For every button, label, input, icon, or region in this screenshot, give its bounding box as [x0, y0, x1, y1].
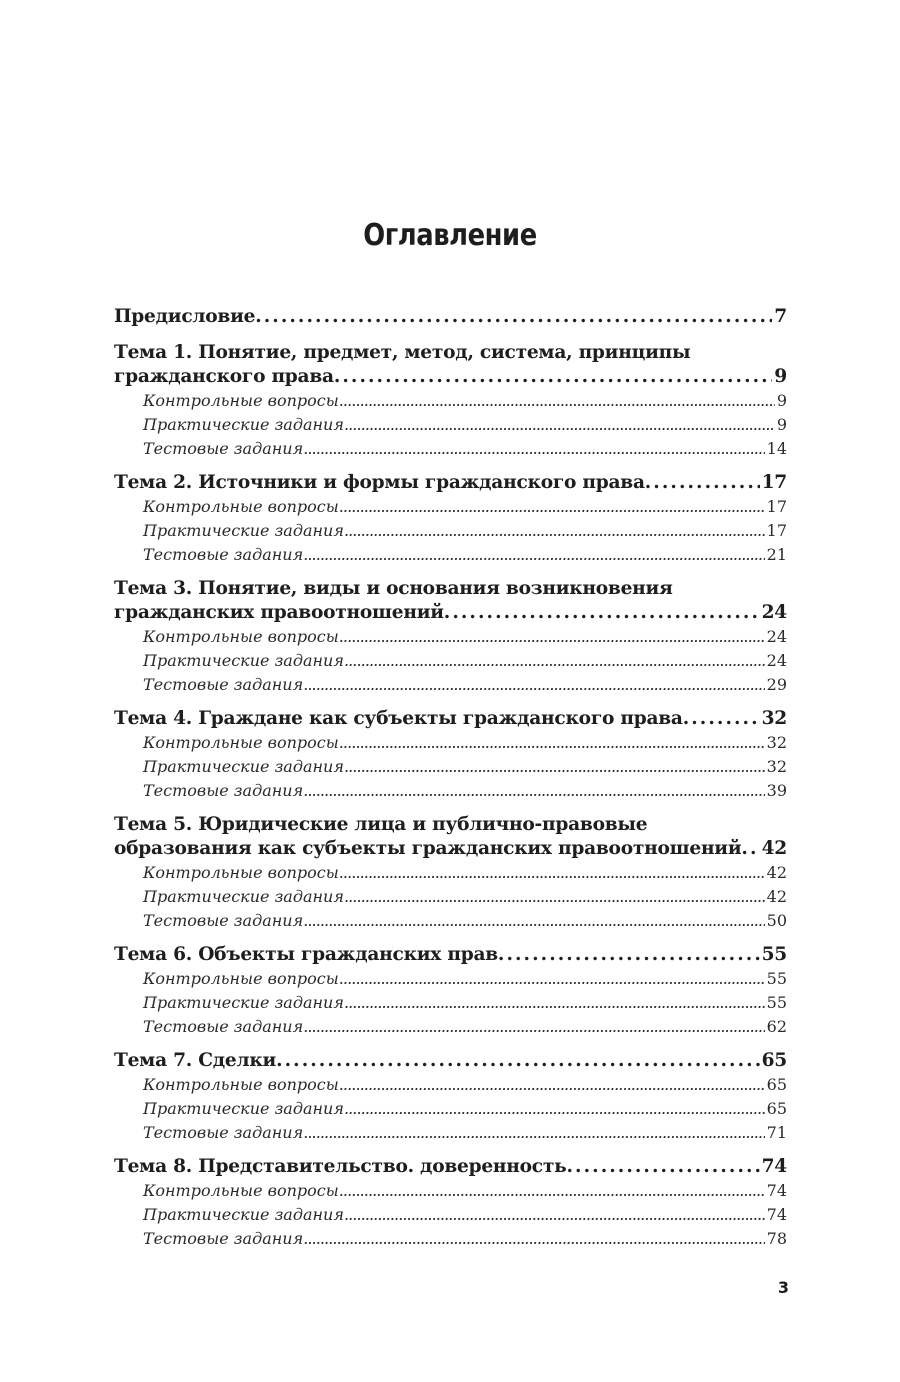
- toc-subentry-label: Контрольные вопросы: [143, 627, 339, 646]
- dot-leader: [344, 1097, 765, 1121]
- toc-topic-title: Тема 8. Представительство. доверенность: [114, 1156, 567, 1177]
- toc-subentry-label: Тестовые задания: [143, 911, 304, 930]
- toc-subentry-label: Практические задания: [143, 521, 344, 540]
- dot-leader: [303, 437, 764, 461]
- toc-subentry-label: Тестовые задания: [143, 781, 304, 800]
- toc-topic-page: 42: [761, 838, 787, 859]
- toc-topic-2: [114, 471, 787, 567]
- dot-leader: [344, 991, 765, 1015]
- dot-leader: [303, 1227, 764, 1251]
- toc-topic-entry[interactable]: [114, 601, 787, 625]
- toc-subentry-label: Практические задания: [143, 651, 344, 670]
- dot-leader: [645, 471, 760, 495]
- toc-subentry-label: Контрольные вопросы: [143, 969, 339, 988]
- dot-leader: [498, 943, 760, 967]
- toc-subentry-label: Контрольные вопросы: [143, 391, 339, 410]
- toc-entry-preface[interactable]: [114, 305, 787, 329]
- toc-subentry-label: Практические задания: [143, 993, 344, 1012]
- toc-subentry-page: 32: [766, 757, 787, 776]
- dot-leader: [303, 909, 764, 933]
- toc-subentry-page: 32: [766, 733, 787, 752]
- toc-subentry-page: 17: [766, 497, 787, 516]
- dot-leader: [303, 673, 764, 697]
- toc-subentry[interactable]: [114, 1179, 787, 1203]
- toc-topic-4: [114, 707, 787, 803]
- toc-topic-6: [114, 943, 787, 1039]
- toc-subentry[interactable]: [114, 1015, 787, 1039]
- dot-leader: [683, 707, 760, 731]
- toc-subentry-page: 42: [766, 863, 787, 882]
- toc-subentry-page: 39: [766, 781, 787, 800]
- toc-subentry[interactable]: [114, 543, 787, 567]
- dot-leader: [344, 1203, 765, 1227]
- toc-topic-1: [114, 341, 787, 461]
- toc-subentry-page: 42: [766, 887, 787, 906]
- toc-subentry[interactable]: [114, 625, 787, 649]
- toc-subentry-label: Контрольные вопросы: [143, 1181, 339, 1200]
- toc-subentry[interactable]: [114, 755, 787, 779]
- toc-subentry-label: Практические задания: [143, 1099, 344, 1118]
- toc-subentry-page: 29: [766, 675, 787, 694]
- toc-subentry-page: 78: [766, 1229, 787, 1248]
- toc-subentry-label: Практические задания: [143, 415, 344, 434]
- toc-topic-page: 65: [761, 1050, 787, 1071]
- toc-subentry-page: 24: [766, 651, 787, 670]
- dot-leader: [339, 389, 775, 413]
- dot-leader: [303, 1121, 764, 1145]
- toc-subentry[interactable]: [114, 779, 787, 803]
- toc-topic-title-line1: Тема 1. Понятие, предмет, метод, система, принципы: [114, 342, 691, 363]
- toc-subentry-page: 55: [766, 993, 787, 1012]
- page-number: 3: [777, 1278, 789, 1297]
- toc-subentry-label: Тестовые задания: [143, 1229, 304, 1248]
- toc-subentry-label: Контрольные вопросы: [143, 733, 339, 752]
- toc-subentry-label: Тестовые задания: [143, 675, 304, 694]
- toc-topic-page: 24: [761, 602, 787, 623]
- toc-subentry-page: 17: [766, 521, 787, 540]
- toc-subentry-page: 14: [766, 439, 787, 458]
- dot-leader: [339, 495, 765, 519]
- toc-subentry-label: Практические задания: [143, 757, 344, 776]
- dot-leader: [276, 1049, 760, 1073]
- toc-subentry-label: Тестовые задания: [143, 1123, 304, 1142]
- toc-topic-8: [114, 1155, 787, 1251]
- toc-topic-page: 55: [761, 944, 787, 965]
- toc-subentry-label: Практические задания: [143, 887, 344, 906]
- toc-subentry[interactable]: [114, 413, 787, 437]
- toc-topics: [114, 341, 787, 1251]
- toc-topic-page: 9: [774, 366, 787, 387]
- toc-subentry-label: Практические задания: [143, 1205, 344, 1224]
- toc-subentry[interactable]: [114, 1227, 787, 1251]
- toc-topic-5: [114, 813, 787, 933]
- toc-topic-entry[interactable]: [114, 707, 787, 731]
- toc-topic-title-line1: Тема 3. Понятие, виды и основания возникновения: [114, 578, 673, 599]
- toc-subentry-page: 74: [766, 1205, 787, 1224]
- toc-topic-title: образования как субъекты гражданских правоотношений: [114, 838, 742, 859]
- toc-subentry-page: 74: [766, 1181, 787, 1200]
- toc-entry-page: 7: [774, 306, 787, 327]
- toc-subentry-page: 65: [766, 1075, 787, 1094]
- toc-topic-title: Тема 4. Граждане как субъекты гражданского права: [114, 708, 683, 729]
- toc-topic-3: [114, 577, 787, 697]
- toc-subentry[interactable]: [114, 909, 787, 933]
- dot-leader: [344, 413, 775, 437]
- toc-topic-title: Тема 7. Сделки: [114, 1050, 277, 1071]
- dot-leader: [567, 1155, 760, 1179]
- toc-subentry[interactable]: [114, 673, 787, 697]
- toc-subentry[interactable]: [114, 519, 787, 543]
- toc-topic-entry[interactable]: [114, 1155, 787, 1179]
- toc-subentry[interactable]: [114, 1121, 787, 1145]
- toc-preface: [114, 305, 787, 329]
- dot-leader: [303, 779, 764, 803]
- dot-leader: [344, 519, 765, 543]
- toc-topic-title: Тема 2. Источники и формы гражданского права: [114, 472, 645, 493]
- toc-subentry-page: 21: [766, 545, 787, 564]
- toc-subentry-label: Тестовые задания: [143, 545, 304, 564]
- toc-topic-entry[interactable]: [114, 1049, 787, 1073]
- toc-subentry[interactable]: [114, 1097, 787, 1121]
- toc-topic-title: гражданского права: [114, 366, 334, 387]
- toc-subentry[interactable]: [114, 731, 787, 755]
- toc-subentry-label: Тестовые задания: [143, 439, 304, 458]
- dot-leader: [339, 625, 765, 649]
- toc-subentry[interactable]: [114, 1203, 787, 1227]
- toc-subentry-page: 9: [776, 415, 787, 434]
- toc-topic-entry[interactable]: [114, 837, 787, 861]
- dot-leader: [339, 967, 765, 991]
- toc-subentry-label: Контрольные вопросы: [143, 863, 339, 882]
- toc-entry-label: Предисловие: [114, 306, 256, 327]
- dot-leader: [339, 1179, 765, 1203]
- dot-leader: [344, 885, 765, 909]
- toc-subentry[interactable]: [114, 495, 787, 519]
- dot-leader: [303, 543, 764, 567]
- toc-topic-title: Тема 6. Объекты гражданских прав: [114, 944, 498, 965]
- toc-topic-page: 74: [761, 1156, 787, 1177]
- dot-leader: [339, 731, 765, 755]
- dot-leader: [344, 649, 765, 673]
- toc-subentry-page: 50: [766, 911, 787, 930]
- dot-leader: [334, 365, 772, 389]
- toc-subentry-page: 62: [766, 1017, 787, 1036]
- dot-leader: [339, 861, 765, 885]
- toc-subentry[interactable]: [114, 1073, 787, 1097]
- toc-topic-7: [114, 1049, 787, 1145]
- dot-leader: [339, 1073, 765, 1097]
- toc-subentry-page: 65: [766, 1099, 787, 1118]
- toc-subentry[interactable]: [114, 437, 787, 461]
- dot-leader: [255, 305, 772, 329]
- toc-subentry[interactable]: [114, 885, 787, 909]
- toc-subentry-label: Тестовые задания: [143, 1017, 304, 1036]
- toc-subentry[interactable]: [114, 861, 787, 885]
- toc-topic-entry[interactable]: [114, 943, 787, 967]
- dot-leader: [444, 601, 760, 625]
- toc-subentry[interactable]: [114, 649, 787, 673]
- dot-leader: [344, 755, 765, 779]
- table-of-contents: [114, 305, 787, 1261]
- dot-leader: [303, 1015, 764, 1039]
- toc-subentry-page: 24: [766, 627, 787, 646]
- toc-topic-page: 32: [761, 708, 787, 729]
- page-title: Оглавление: [363, 218, 537, 253]
- dot-leader: [741, 837, 759, 861]
- toc-subentry[interactable]: [114, 967, 787, 991]
- toc-subentry[interactable]: [114, 389, 787, 413]
- toc-subentry[interactable]: [114, 991, 787, 1015]
- toc-topic-title: гражданских правоотношений: [114, 602, 444, 623]
- toc-subentry-page: 55: [766, 969, 787, 988]
- toc-topic-title-line1: Тема 5. Юридические лица и публично-правовые: [114, 814, 648, 835]
- toc-topic-entry[interactable]: [114, 471, 787, 495]
- toc-subentry-page: 71: [766, 1123, 787, 1142]
- toc-subentry-label: Контрольные вопросы: [143, 497, 339, 516]
- toc-topic-page: 17: [761, 472, 787, 493]
- toc-subentry-page: 9: [776, 391, 787, 410]
- toc-topic-entry[interactable]: [114, 365, 787, 389]
- toc-subentry-label: Контрольные вопросы: [143, 1075, 339, 1094]
